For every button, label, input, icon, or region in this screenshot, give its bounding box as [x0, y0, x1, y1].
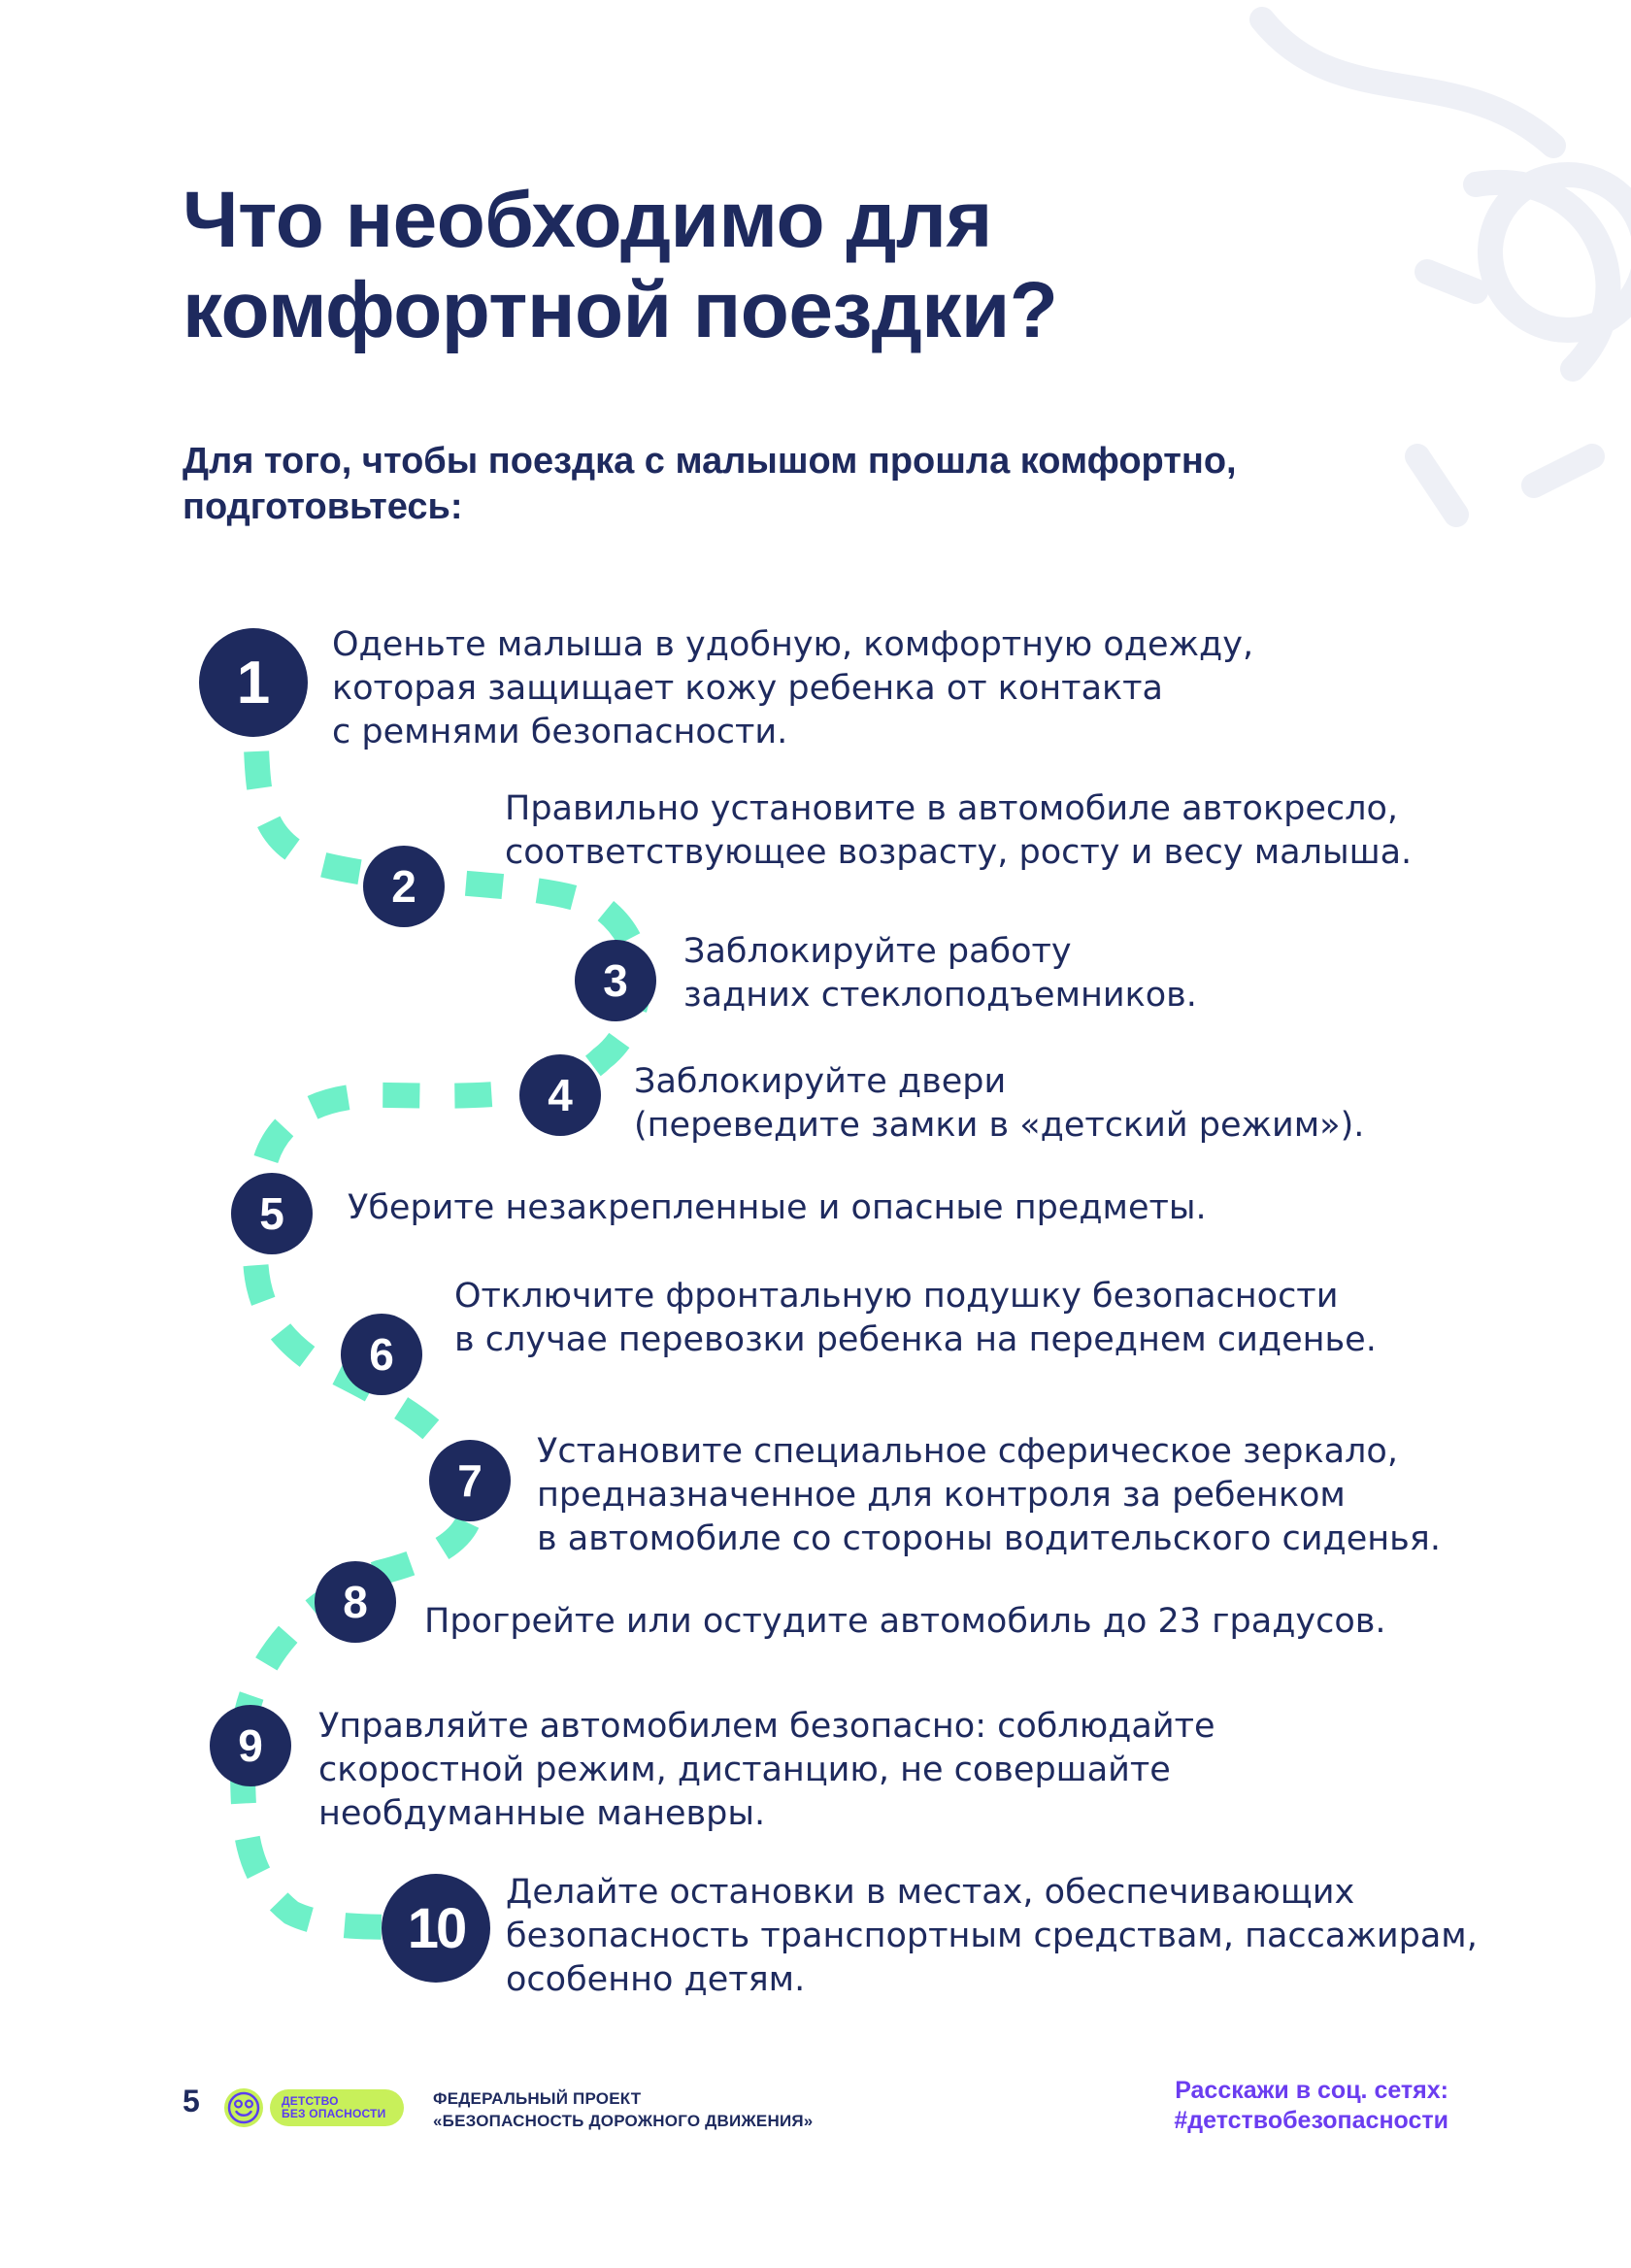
step-4-text — [634, 1060, 1364, 1148]
step-4-number: 4 — [548, 1070, 573, 1120]
page-number: 5 — [183, 2084, 200, 2118]
step-9-badge — [210, 1705, 291, 1786]
step-5-line-1: Уберите незакрепленные и опасные предметы. — [348, 1188, 1207, 1227]
step-1-line-3: с ремнями безопасности. — [332, 713, 788, 751]
share-line-1: Расскажи в соц. сетях: — [1175, 2077, 1448, 2104]
step-1-text — [332, 623, 1253, 754]
step-5-badge — [231, 1173, 313, 1254]
step-7-number: 7 — [457, 1455, 483, 1506]
step-5-text — [348, 1186, 1207, 1230]
step-2-number: 2 — [391, 861, 416, 912]
step-3-line-2: задних стеклоподъемников. — [683, 976, 1197, 1015]
step-6-number: 6 — [369, 1329, 394, 1380]
detstvo-logo — [223, 2087, 414, 2128]
step-8-line-1: Прогрейте или остудите автомобиль до 23 градусов. — [424, 1602, 1386, 1641]
project-line-1: ФЕДЕРАЛЬНЫЙ ПРОЕКТ — [433, 2089, 642, 2108]
share-caption — [1174, 2076, 1448, 2136]
step-3-text — [683, 930, 1197, 1017]
subtitle-line-1: Для того, чтобы поездка с малышом прошла комфортно, — [183, 441, 1237, 482]
step-9-line-3: необдуманные маневры. — [318, 1794, 766, 1833]
step-3-number: 3 — [603, 955, 628, 1006]
step-9-text — [318, 1705, 1215, 1836]
step-7-line-3: в автомобиле со стороны водительского сиденья. — [537, 1519, 1441, 1558]
step-9-line-2: скоростной режим, дистанцию, не совершайте — [318, 1751, 1171, 1789]
step-6-text — [454, 1275, 1377, 1362]
share-hashtag: #детствобезопасности — [1174, 2107, 1448, 2134]
step-4-badge — [519, 1054, 601, 1136]
title-line-1: Что необходимо для — [183, 176, 992, 264]
step-7-badge — [429, 1440, 511, 1521]
step-3-badge — [575, 940, 656, 1021]
logo-text-pill — [270, 2089, 404, 2126]
step-1-line-2: которая защищает кожу ребенка от контакта — [332, 669, 1163, 708]
step-9-line-1: Управляйте автомобилем безопасно: соблюдайте — [318, 1707, 1215, 1746]
step-10-badge — [382, 1874, 490, 1983]
step-9-number: 9 — [238, 1720, 263, 1771]
step-7-text — [537, 1430, 1441, 1561]
step-7-line-2: предназначенное для контроля за ребенком — [537, 1476, 1346, 1515]
step-2-text — [505, 787, 1412, 875]
logo-line-1: ДЕТСТВО — [282, 2094, 339, 2108]
step-4-line-1: Заблокируйте двери — [634, 1062, 1007, 1101]
step-2-badge — [363, 846, 445, 927]
step-7-line-1: Установите специальное сферическое зеркало, — [537, 1432, 1398, 1471]
step-4-line-2: (переведите замки в «детский режим»). — [634, 1106, 1365, 1145]
step-10-number: 10 — [407, 1896, 465, 1960]
step-10-text — [506, 1871, 1478, 2002]
step-1-badge — [199, 628, 308, 737]
subtitle-line-2: подготовьтесь: — [183, 486, 463, 527]
step-1-line-1: Оденьте малыша в удобную, комфортную одежду, — [332, 625, 1254, 664]
step-10-line-2: безопасность транспортным средствам, пассажирам, — [506, 1917, 1478, 1955]
step-1-number: 1 — [236, 649, 271, 717]
step-6-line-2: в случае перевозки ребенка на переднем сиденье. — [454, 1320, 1377, 1359]
step-2-line-2: соответствующее возрасту, росту и весу малыша. — [505, 833, 1413, 872]
step-10-line-3: особенно детям. — [506, 1960, 806, 1999]
step-8-text — [424, 1600, 1386, 1644]
logo-line-2: БЕЗ ОПАСНОСТИ — [282, 2107, 386, 2120]
project-line-2: «БЕЗОПАСНОСТЬ ДОРОЖНОГО ДВИЖЕНИЯ» — [433, 2112, 814, 2130]
step-6-badge — [341, 1314, 422, 1395]
step-2-line-1: Правильно установите в автомобиле автокресло, — [505, 789, 1399, 828]
step-8-number: 8 — [343, 1577, 368, 1627]
step-8-badge — [315, 1561, 396, 1643]
step-6-line-1: Отключите фронтальную подушку безопасности — [454, 1277, 1339, 1316]
title-line-2: комфортной поездки? — [183, 266, 1058, 354]
step-5-number: 5 — [259, 1188, 284, 1239]
smiley-logo-icon — [223, 2087, 264, 2128]
step-10-line-1: Делайте остановки в местах, обеспечивающих — [506, 1873, 1355, 1912]
project-caption — [433, 2087, 813, 2132]
step-3-line-1: Заблокируйте работу — [683, 932, 1072, 971]
